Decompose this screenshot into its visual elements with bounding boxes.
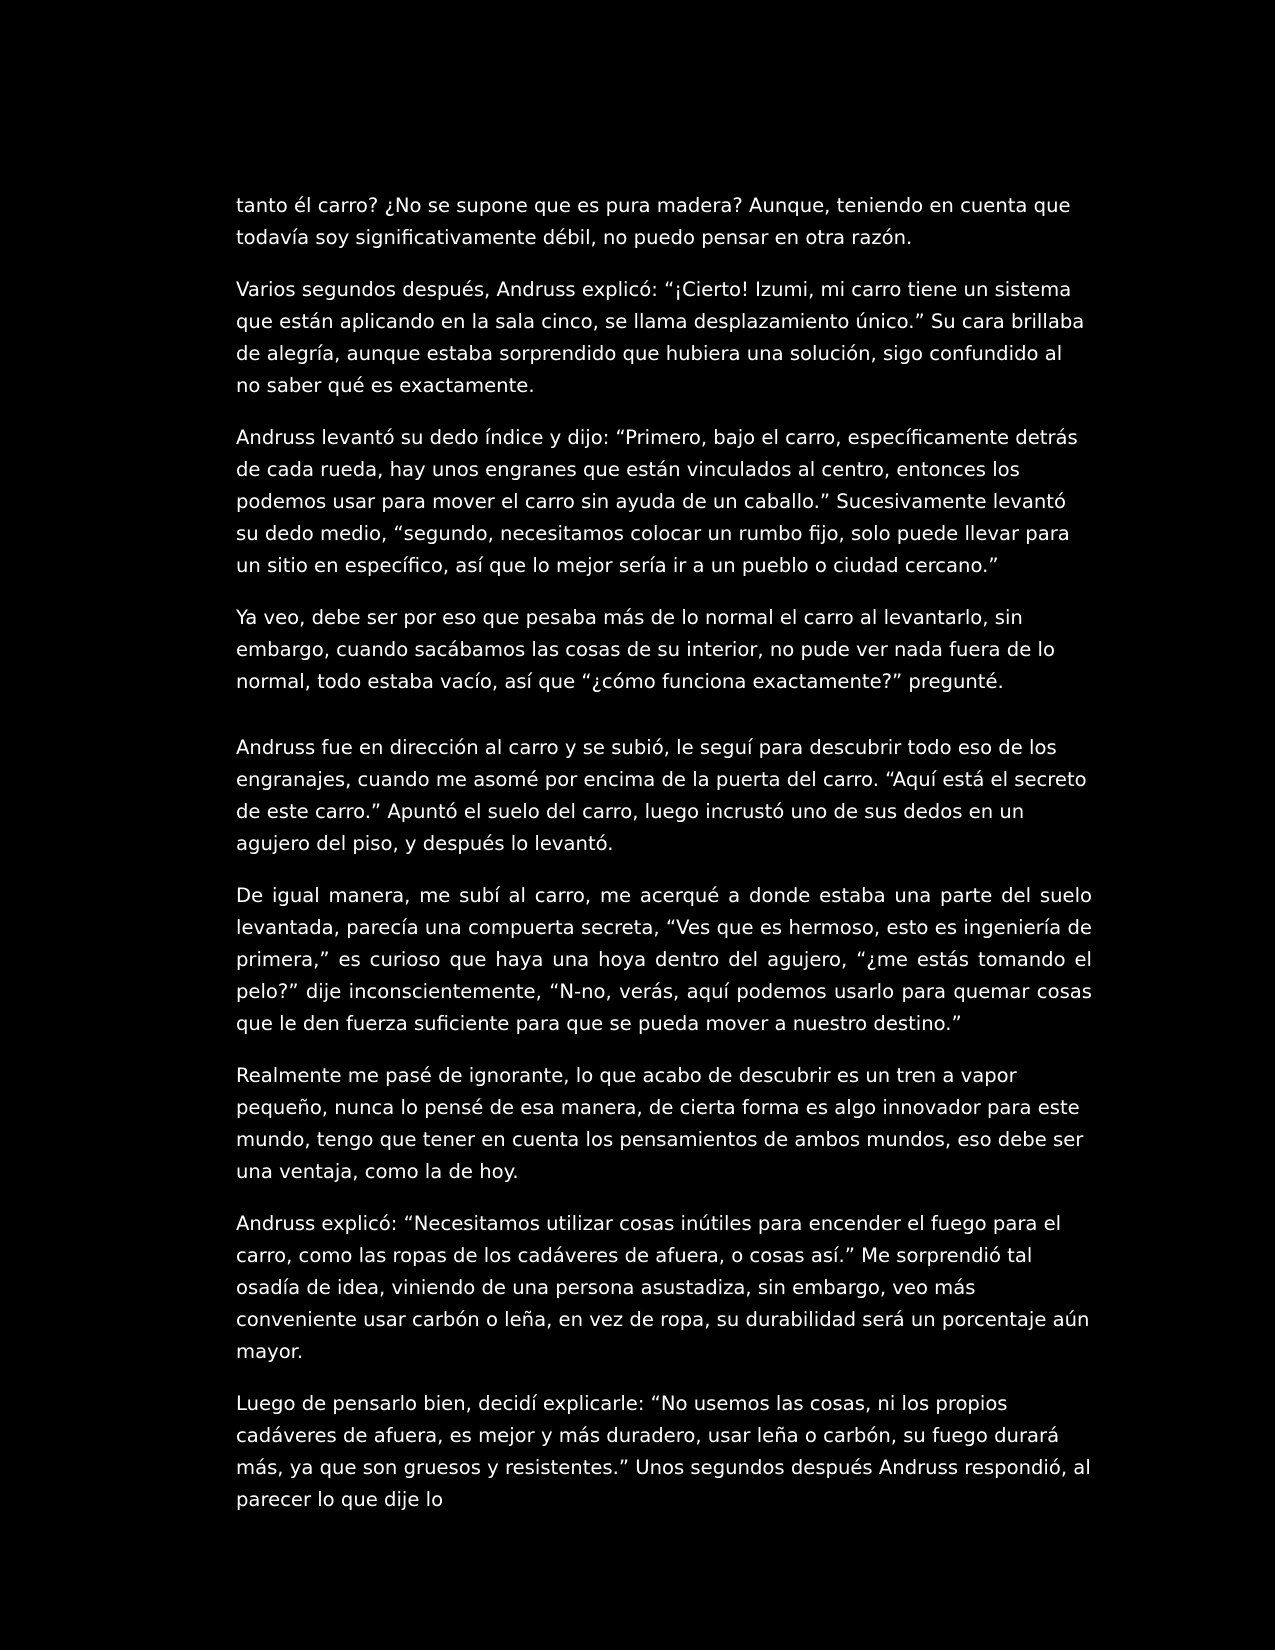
- paragraph-6: De igual manera, me subí al carro, me acerqué a donde estaba una parte del suelo levantada, parecía una compuerta secreta, “Ves que es hermoso, esto es ingeniería de primera,” es curioso que haya una hoya dentro del agujero, “¿me estás tomando el pelo?” dije inconscientemente, “N-no, verás, aquí podemos usarlo para quemar cosas que le den fuerza suficiente para que se pueda mover a nuestro destino.”: [236, 884, 1092, 1035]
- paragraph-7: Realmente me pasé de ignorante, lo que acabo de descubrir es un tren a vapor pequeño, nunca lo pensé de esa manera, de cierta forma es algo innovador para este mundo, tengo que tener en cuenta los pensamientos de ambos mundos, eso debe ser una ventaja, como la de hoy.: [236, 1064, 1084, 1183]
- paragraph-9: Luego de pensarlo bien, decidí explicarle: “No usemos las cosas, ni los propios cadáveres de afuera, es mejor y más duradero, usar leña o carbón, su fuego durará más, ya que son gruesos y resistentes.” Unos segundos después Andruss respondió, al parecer lo que dije lo: [236, 1392, 1091, 1511]
- paragraph-1: tanto él carro? ¿No se supone que es pura madera? Aunque, teniendo en cuenta que todavía soy significativamente débil, no puedo pensar en otra razón.: [236, 194, 1071, 249]
- paragraph-8: Andruss explicó: “Necesitamos utilizar cosas inútiles para encender el fuego para el carro, como las ropas de los cadáveres de afuera, o cosas así.” Me sorprendió tal osadía de idea, viniendo de una persona asustadiza, sin embargo, veo más conveniente usar carbón o leña, en vez de ropa, su durabilidad será un porcentaje aún mayor.: [236, 1212, 1090, 1363]
- paragraph-5: Andruss fue en dirección al carro y se subió, le seguí para descubrir todo eso de los engranajes, cuando me asomé por encima de la puerta del carro. “Aquí está el secreto de este carro.” Apuntó el suelo del carro, luego incrustó uno de sus dedos en un agujero del piso, y después lo levantó.: [236, 736, 1087, 855]
- paragraph-2: Varios segundos después, Andruss explicó: “¡Cierto! Izumi, mi carro tiene un sistema que están aplicando en la sala cinco, se llama desplazamiento único.” Su cara brillaba de alegría, aunque estaba sorprendido que hubiera una solución, sigo confundido al no saber qué es exactamente.: [236, 278, 1085, 397]
- document-body: [236, 190, 1092, 1536]
- paragraph-4: Ya veo, debe ser por eso que pesaba más de lo normal el carro al levantarlo, sin embargo, cuando sacábamos las cosas de su interior, no pude ver nada fuera de lo normal, todo estaba vacío, así que “¿cómo funciona exactamente?” pregunté.: [236, 606, 1055, 693]
- paragraph-3: Andruss levantó su dedo índice y dijo: “Primero, bajo el carro, específicamente detrás de cada rueda, hay unos engranes que están vinculados al centro, entonces los podemos usar para mover el carro sin ayuda de un caballo.” Sucesivamente levantó su dedo medio, “segundo, necesitamos colocar un rumbo fijo, solo puede llevar para un sitio en específico, así que lo mejor sería ir a un pueblo o ciudad cercano.”: [236, 426, 1078, 577]
